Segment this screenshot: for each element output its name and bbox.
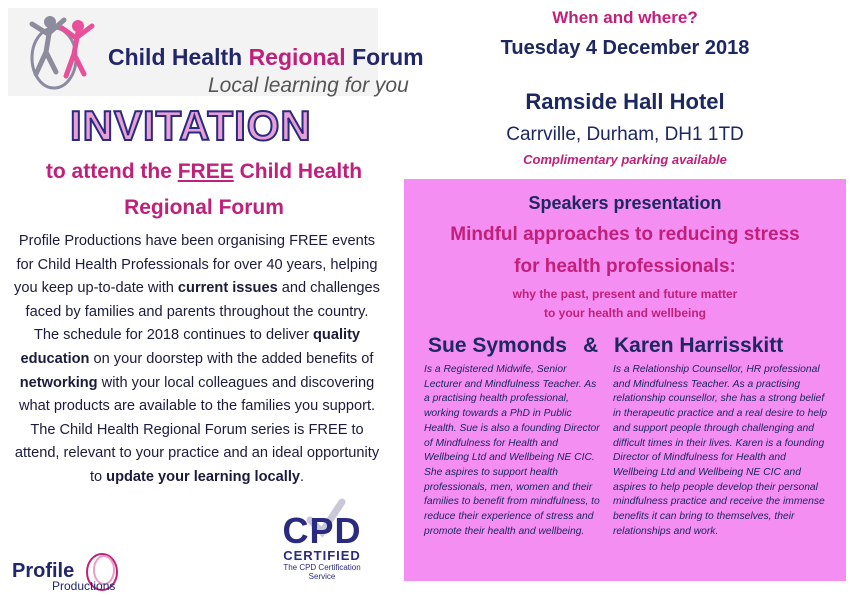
children-jumping-icon [26,12,98,92]
venue-address: Carrville, Durham, DH1 1TD [506,124,744,145]
parking-note: Complimentary parking available [523,152,727,167]
forum-logo [8,8,424,97]
venue-name: Ramside Hall Hotel [525,89,725,114]
invitation-subtitle-line2: Regional Forum [124,196,284,219]
talk-title-line1: Mindful approaches to reducing stress [450,224,800,245]
intro-paragraph: Profile Productions have been organising FREE events for Child Health Professionals for over 40 years, helping you keep up-to-date with current issues and challenges faced by families and parents throughout the country. The schedule for 2018 continues to deliver quality education on your doorstep with the added benefits of networking with your local colleagues and discovering what products are available to the families you support. The Child Health Regional Forum series is FREE to attend, relevant to your practice and an ideal opportunity to update your learning locally. [14,233,380,485]
invitation-subtitle: to attend the FREE Child Health [45,160,363,183]
when-where-label: When and where? [552,8,698,27]
speakers-heading: Speakers presentation [528,193,722,213]
talk-subtitle-line2: to your health and wellbeing [543,306,706,320]
invitation-heading: INVITATION [70,102,312,149]
speaker2-bio: Is a Relationship Counsellor, HR professional and Mindfulness Teacher. As a practising relationship counsellor, she has a strong belief in therapeutic practice and a real desire to help and support people through challenging and difficult times in their lives. Karen is a founding Director of Mindfulness for Health and Wellbeing Ltd and Wellbeing NE CIC and aspires to help people develop their personal mindfulness practice and receive the immense benefits it can bring to themselves, their relationships and work. [613,364,828,537]
speaker1-bio: Is a Registered Midwife, Senior Lecturer and Mindfulness Teacher. As a practising health professional, working towards a PhD in Public Health. Sue is also a founding Director of Mindfulness for Health and Wellbeing Ltd and Wellbeing NE CIC. She aspires to support health professionals, men, women and their families to benefit from mindfulness, to reduce their experience of stress and promote their health and wellbeing. [424,364,600,537]
speaker1-name: Sue Symonds [428,334,567,357]
brand-tagline: Local learning for you [208,74,409,97]
cpd-certified-badge: CPD CERTIFIED The CPD Certification Service [276,498,368,594]
event-date: Tuesday 4 December 2018 [500,37,750,59]
ampersand: & [583,334,599,357]
profile-productions-logo: Profile Productions [8,546,123,594]
brand-name: Child Health Regional Forum [108,44,424,70]
talk-subtitle-line1: why the past, present and future matter [512,287,738,301]
talk-title-line2: for health professionals: [514,256,736,277]
speaker2-name: Karen Harrisskitt [614,334,784,357]
